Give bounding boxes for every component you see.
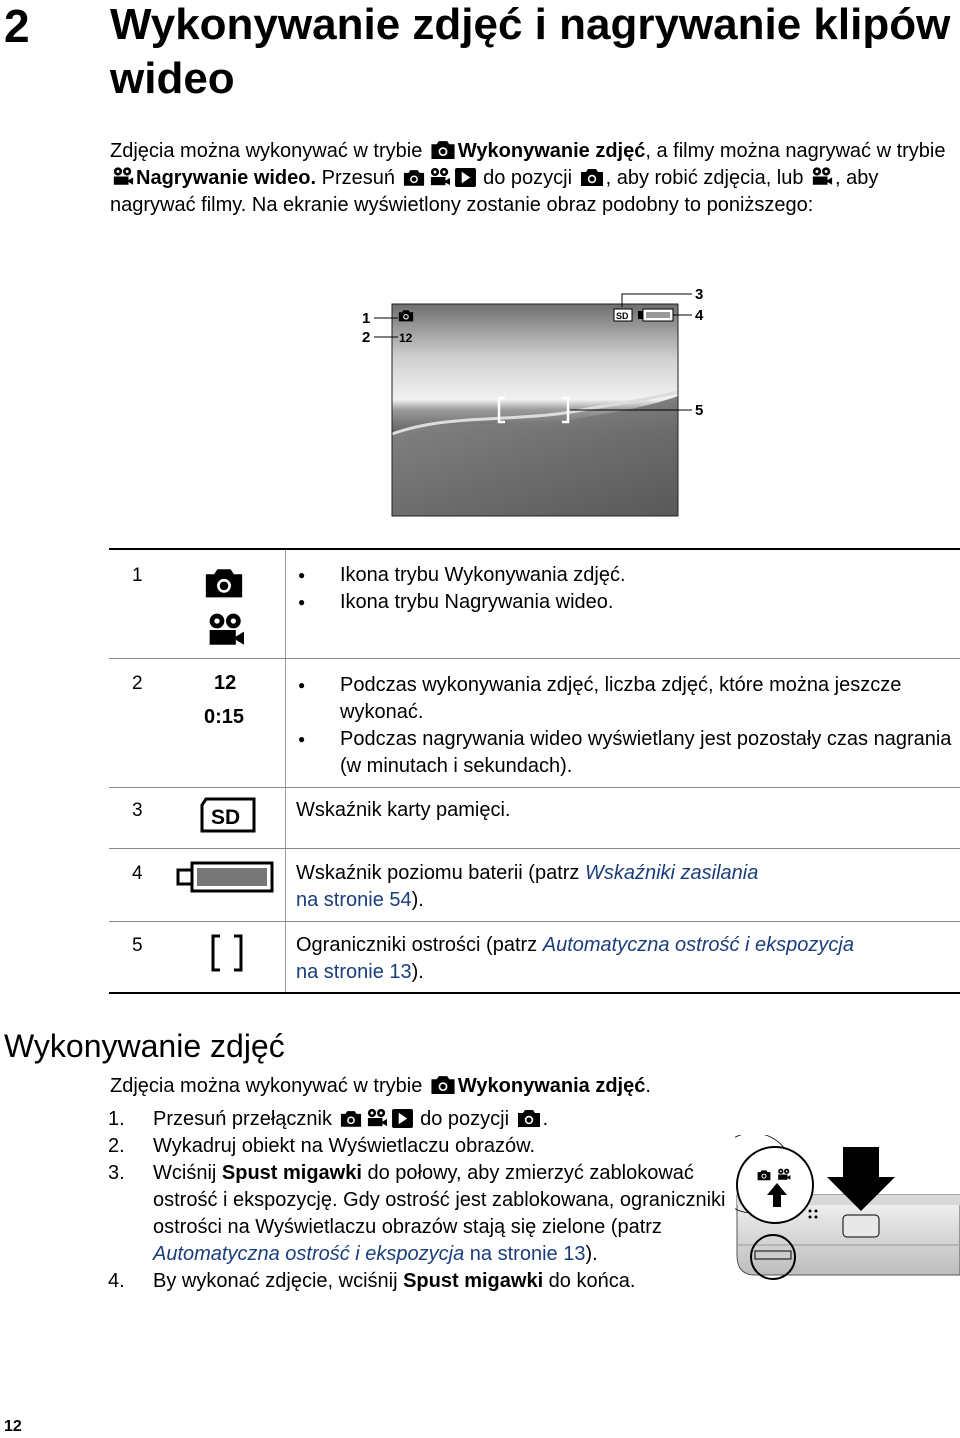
row-1-description: ● Ikona trybu Wykonywania zdjęć. ● Ikona trybu Nagrywania wideo. <box>296 562 956 616</box>
screen-shot-count: 12 <box>399 331 413 345</box>
video-icon <box>206 612 246 653</box>
row-number: 3 <box>132 800 143 821</box>
video-icon <box>429 167 451 187</box>
camera-icon <box>403 168 425 187</box>
section-heading: Wykonywanie zdjęć <box>4 1028 285 1064</box>
svg-text:SD: SD <box>211 806 241 829</box>
play-icon <box>392 1109 413 1128</box>
page-number: 12 <box>4 1418 22 1435</box>
screen-figure <box>362 284 722 520</box>
row-5-description: Ograniczniki ostrości (patrz Automatyczna ostrość i ekspozycja na stronie 13). <box>296 934 854 983</box>
chapter-title: Wykonywanie zdjęć i nagrywanie klipów wideo <box>110 0 951 103</box>
callout-1: 1 <box>362 310 371 327</box>
row-3-description: Wskaźnik karty pamięci. <box>296 799 511 821</box>
row-number: 1 <box>132 565 143 586</box>
chapter-number: 2 <box>4 0 30 52</box>
row-number: 4 <box>132 863 143 884</box>
step-1: 1. Przesuń przełącznik do pozycji . <box>108 1108 549 1130</box>
video-icon <box>811 166 833 187</box>
step-4: 4. By wykonać zdjęcie, wciśnij Spust migawki do końca. <box>108 1270 636 1292</box>
row-number: 2 <box>132 673 143 694</box>
camera-icon <box>204 566 244 604</box>
power-indicators-link[interactable]: Wskaźniki zasilania <box>584 862 759 884</box>
shots-remaining-indicator: 12 <box>214 672 237 694</box>
video-icon <box>366 1108 388 1128</box>
camera-icon <box>340 1109 362 1128</box>
time-remaining-indicator: 0:15 <box>204 706 245 728</box>
camera-icon <box>580 167 604 187</box>
page-ref[interactable]: na stronie 54 <box>296 889 412 911</box>
focus-brackets-icon <box>210 934 244 977</box>
step-3: 3. Wciśnij Spust migawki do połowy, aby zmierzyć zablokować ostrość i ekspozycję. Gdy ostrość jest zablokowana, ograniczniki ostrości na Wyświetlaczu obrazów stają się zielone (patrz Automatyczna ostrość i ekspozycja na stronie 13). <box>108 1162 726 1265</box>
step-2: 2. Wykadruj obiekt na Wyświetlaczu obrazów. <box>108 1135 536 1157</box>
callout-2: 2 <box>362 329 371 346</box>
camera-illustration <box>735 1135 960 1283</box>
callout-4: 4 <box>695 307 704 324</box>
section-intro: Zdjęcia można wykonywać w trybie Wykonywania zdjęć. <box>110 1075 651 1097</box>
intro-paragraph: Zdjęcia można wykonywać w trybie Wykonywanie zdjęć, a filmy można nagrywać w trybie Nagrywanie wideo. Przesuń do pozycji , aby robić zdjęcia, lub , aby nagrywać filmy. Na ekranie wyświetlony zostanie obraz podobny to poniższego: <box>110 140 946 216</box>
page-ref[interactable]: na stronie 13 <box>464 1243 586 1265</box>
screen-battery-icon <box>638 309 673 321</box>
sd-card-icon <box>200 797 256 838</box>
camera-icon <box>430 1074 456 1095</box>
battery-icon <box>176 860 274 899</box>
autofocus-link[interactable]: Automatyczna ostrość i ekspozycja <box>542 934 854 956</box>
page-ref[interactable]: na stronie 13 <box>296 961 412 983</box>
play-icon <box>455 168 476 187</box>
video-icon <box>112 166 134 187</box>
steps-list <box>108 1106 728 1295</box>
autofocus-link[interactable]: Automatyczna ostrość i ekspozycja <box>153 1243 465 1265</box>
row-2-description: ● Podczas wykonywania zdjęć, liczba zdjęć, które można jeszcze wykonać. ● Podczas nagrywania wideo wyświetlany jest pozostały czas nagrania (w minutach i sekundach). <box>296 672 956 780</box>
callout-5: 5 <box>695 402 704 419</box>
row-4-description: Wskaźnik poziomu baterii (patrz Wskaźniki zasilania na stronie 54). <box>296 862 759 911</box>
callout-3: 3 <box>695 286 704 303</box>
screen-sd-icon <box>614 309 632 321</box>
camera-icon <box>517 1108 541 1128</box>
row-number: 5 <box>132 935 143 956</box>
camera-icon <box>430 139 456 160</box>
svg-text:SD: SD <box>616 311 629 321</box>
